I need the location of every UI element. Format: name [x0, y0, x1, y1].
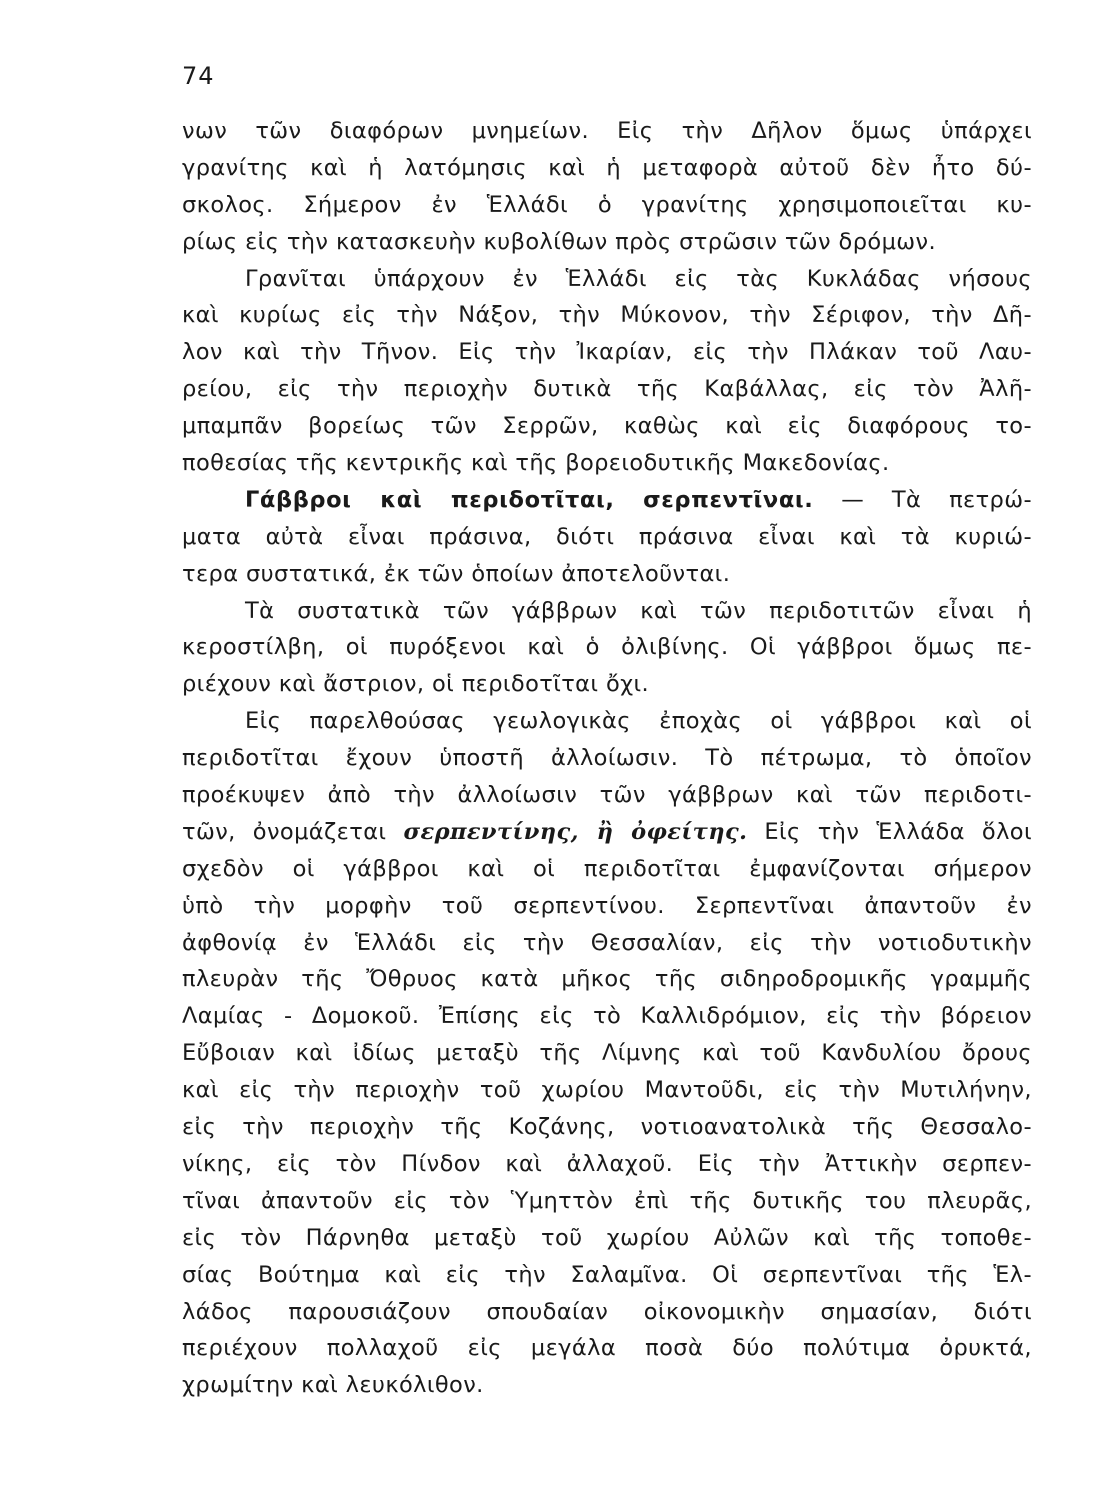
- emphasized-term: σερπεντίνης, ἢ ὀφείτης.: [403, 818, 748, 845]
- text-line: εἰς τὸν Πάρνηθα μεταξὺ τοῦ χωρίου Αὐλῶν καὶ τῆς τοποθε-: [182, 1224, 1032, 1251]
- text-line: χρωμίτην καὶ λευκόλιθον.: [182, 1372, 484, 1399]
- text-line: Εἰς παρελθούσας γεωλογικὰς ἐποχὰς οἱ γάββροι καὶ οἱ: [245, 708, 1032, 735]
- text-line: καὶ εἰς τὴν περιοχὴν τοῦ χωρίου Μαντοῦδι, εἰς τὴν Μυτιλήνην,: [182, 1077, 1032, 1104]
- text-line: Λαμίας - Δομοκοῦ. Ἐπίσης εἰς τὸ Καλλιδρόμιον, εἰς τὴν βόρειον: [182, 1003, 1032, 1030]
- text-line: ποθεσίας τῆς κεντρικῆς καὶ τῆς βορειοδυτικῆς Μακεδονίας.: [182, 450, 890, 477]
- text-line: ἀφθονίᾳ ἐν Ἑλλάδι εἰς τὴν Θεσσαλίαν, εἰς τὴν νοτιοδυτικὴν: [182, 929, 1032, 956]
- text-line: ματα αὐτὰ εἶναι πράσινα, διότι πράσινα εἶναι καὶ τὰ κυριώ-: [182, 523, 1032, 550]
- text-span: τῶν, ὀνομάζεται: [182, 818, 404, 845]
- text-line: γρανίτης καὶ ἡ λατόμησις καὶ ἡ μεταφορὰ αὐτοῦ δὲν ἦτο δύ-: [182, 154, 1032, 181]
- section-heading: Γάββροι καὶ περιδοτῖται, σερπεντῖναι.: [245, 486, 814, 513]
- text-line: ριέχουν καὶ ἄστριον, οἱ περιδοτῖται ὄχι.: [182, 671, 650, 698]
- text-line: μπαμπᾶν βορείως τῶν Σερρῶν, καθὼς καὶ εἰς διαφόρους το-: [182, 413, 1032, 440]
- text-line: ρείου, εἰς τὴν περιοχὴν δυτικὰ τῆς Καβάλλας, εἰς τὸν Ἀλῆ-: [182, 376, 1032, 403]
- text-line: Εὔβοιαν καὶ ἰδίως μεταξὺ τῆς Λίμνης καὶ τοῦ Κανδυλίου ὄρους: [182, 1040, 1032, 1067]
- text-line: [182, 814, 1032, 851]
- section-heading-line: [182, 482, 1032, 519]
- text-line: περιέχουν πολλαχοῦ εἰς μεγάλα ποσὰ δύο πολύτιμα ὀρυκτά,: [182, 1335, 1032, 1362]
- text-line: κεροστίλβη, οἱ πυρόξενοι καὶ ὁ ὀλιβίνης. Οἱ γάββροι ὅμως πε-: [182, 634, 1032, 661]
- text-line: ὑπὸ τὴν μορφὴν τοῦ σερπεντίνου. Σερπεντῖναι ἀπαντοῦν ἐν: [182, 892, 1032, 919]
- text-line: περιδοτῖται ἔχουν ὑποστῆ ἀλλοίωσιν. Τὸ πέτρωμα, τὸ ὁποῖον: [182, 745, 1032, 772]
- text-line: καὶ κυρίως εἰς τὴν Νάξον, τὴν Μύκονον, τὴν Σέριφον, τὴν Δῆ-: [182, 302, 1032, 329]
- text-line: προέκυψεν ἀπὸ τὴν ἀλλοίωσιν τῶν γάββρων καὶ τῶν περιδοτι-: [182, 782, 1032, 809]
- text-line: Γρανῖται ὑπάρχουν ἐν Ἑλλάδι εἰς τὰς Κυκλάδας νήσους: [245, 265, 1032, 292]
- text-line: εἰς τὴν περιοχὴν τῆς Κοζάνης, νοτιοανατολικὰ τῆς Θεσσαλο-: [182, 1114, 1032, 1141]
- text-span: — Τὰ πετρώ-: [813, 486, 1032, 513]
- text-line: σκολος. Σήμερον ἐν Ἑλλάδι ὁ γρανίτης χρησιμοποιεῖται κυ-: [182, 191, 1032, 218]
- text-line: νίκης, εἰς τὸν Πίνδον καὶ ἀλλαχοῦ. Εἰς τὴν Ἀττικὴν σερπεν-: [182, 1150, 1032, 1177]
- text-line: Τὰ συστατικὰ τῶν γάββρων καὶ τῶν περιδοτιτῶν εἶναι ἡ: [245, 597, 1032, 624]
- text-line: σχεδὸν οἱ γάββροι καὶ οἱ περιδοτῖται ἐμφανίζονται σήμερον: [182, 855, 1032, 882]
- page-number: 74: [182, 62, 215, 90]
- text-line: νων τῶν διαφόρων μνημείων. Εἰς τὴν Δῆλον ὅμως ὑπάρχει: [182, 118, 1032, 144]
- text-line: λάδος παρουσιάζουν σπουδαίαν οἰκονομικὴν σημασίαν, διότι: [182, 1298, 1032, 1325]
- text-line: σίας Βούτημα καὶ εἰς τὴν Σαλαμῖνα. Οἱ σερπεντῖναι τῆς Ἑλ-: [182, 1261, 1032, 1288]
- body-text: [182, 113, 1032, 1404]
- text-span: Εἰς τὴν Ἑλλάδα ὅλοι: [747, 818, 1032, 845]
- text-line: πλευρὰν τῆς Ὄθρυος κατὰ μῆκος τῆς σιδηροδρομικῆς γραμμῆς: [182, 966, 1032, 993]
- text-line: ρίως εἰς τὴν κατασκευὴν κυβολίθων πρὸς στρῶσιν τῶν δρόμων.: [182, 228, 937, 255]
- text-line: τερα συστατικά, ἐκ τῶν ὁποίων ἀποτελοῦνται.: [182, 560, 731, 587]
- text-line: λον καὶ τὴν Τῆνον. Εἰς τὴν Ἰκαρίαν, εἰς τὴν Πλάκαν τοῦ Λαυ-: [182, 339, 1032, 366]
- text-line: τῖναι ἀπαντοῦν εἰς τὸν Ὑμηττὸν ἐπὶ τῆς δυτικῆς του πλευρᾶς,: [182, 1187, 1032, 1214]
